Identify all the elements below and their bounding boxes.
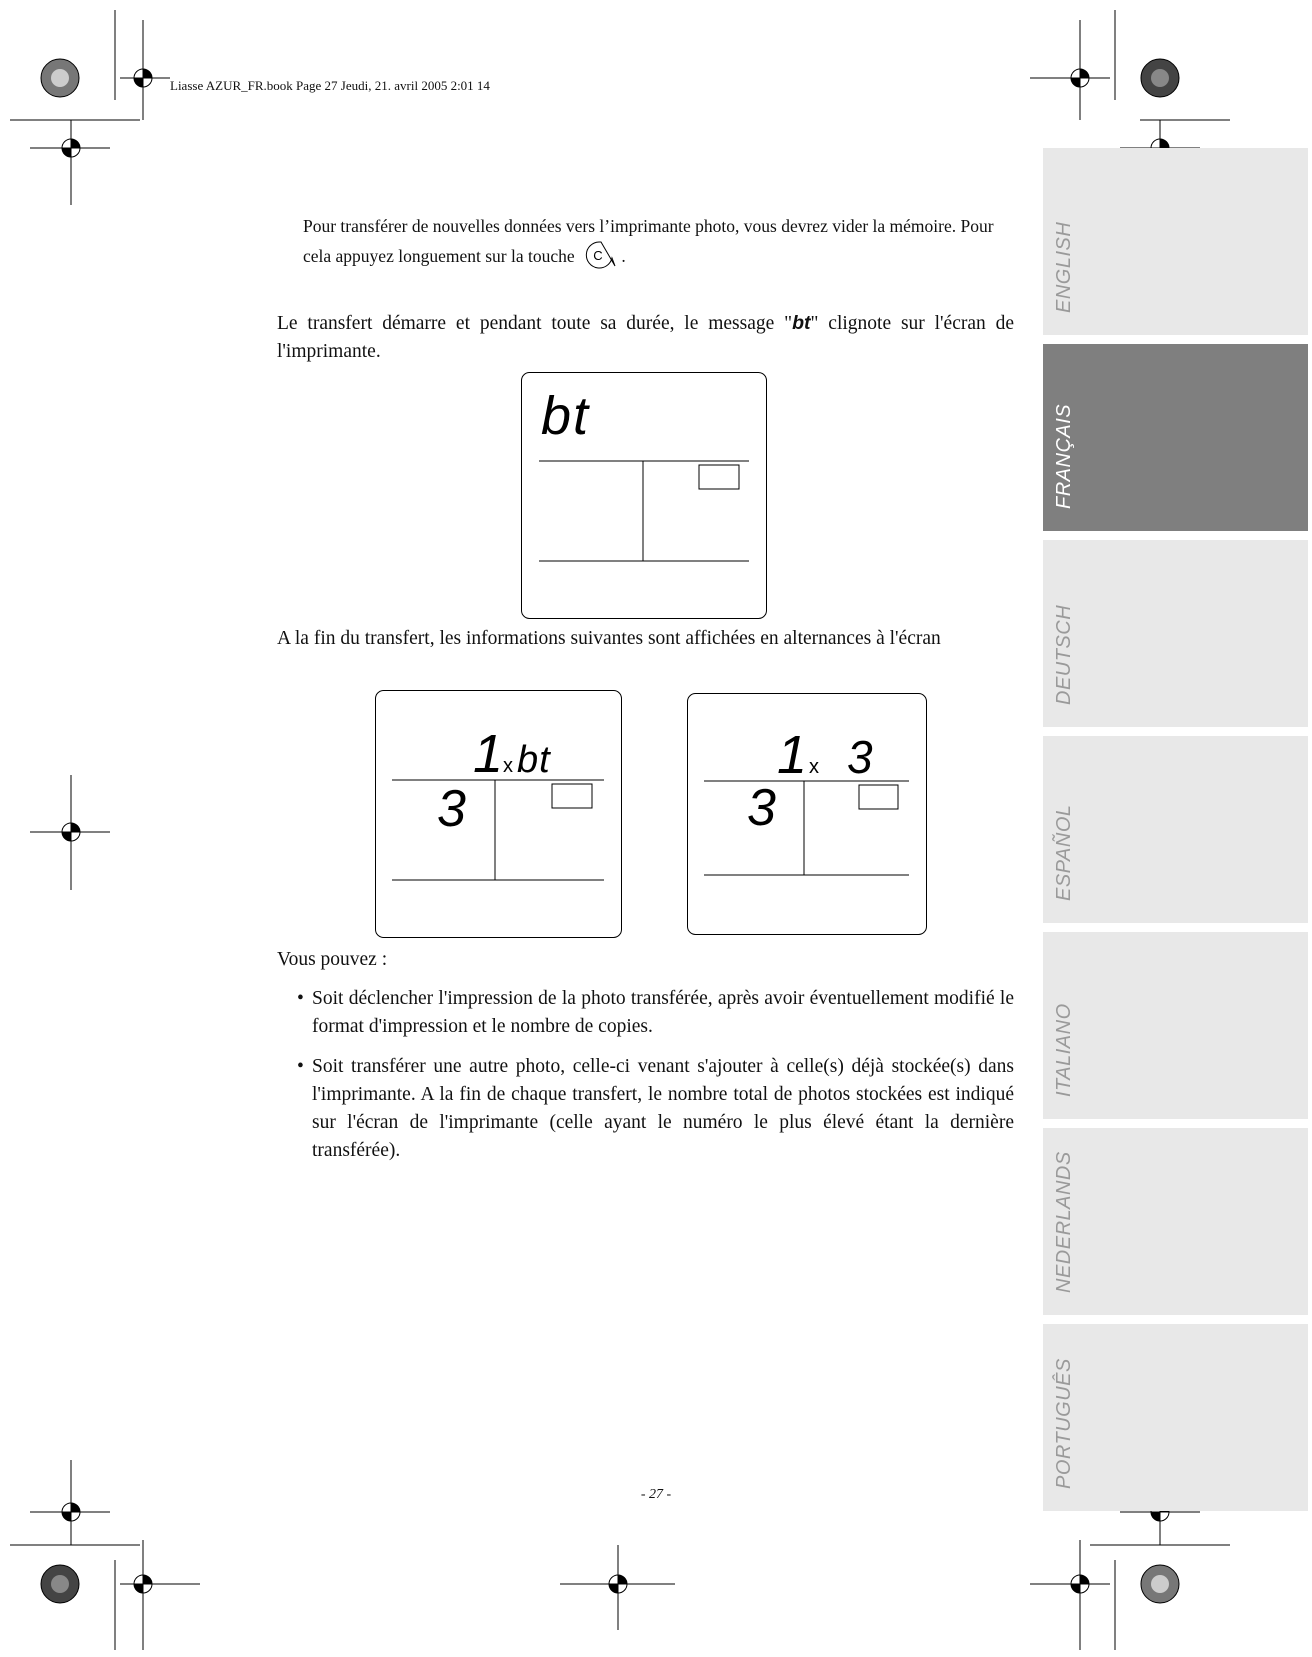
memory-note (303, 212, 1015, 270)
lcd-screen-result-a (375, 690, 622, 943)
bullet-marker: • (297, 1056, 304, 1077)
c-key-icon (583, 240, 617, 270)
page-number: - 27 - (640, 1487, 672, 1502)
tab-label: NEDERLANDS (1053, 1151, 1075, 1293)
tab-deutsch[interactable] (1043, 540, 1308, 727)
bullet-text: Soit transférer une autre photo, celle-ci venant s'ajouter à celle(s) déjà stockée(s) dans l'imprimante. A la fin de chaque transfert, le nombre total de photos stockées est indiqué sur l'écran de l'imprimante (celle ayant le numéro le plus élevé étant la dernière transférée). (312, 1056, 1014, 1161)
lcd2-top-text: bt (517, 739, 551, 781)
memory-note-text: Pour transférer de nouvelles données vers l’imprimante photo, vous devrez vider la mémoire. Pour cela appuyez longuement sur la touche (303, 216, 994, 266)
tab-italiano[interactable] (1043, 932, 1308, 1119)
lcd1-top-text: bt (541, 386, 591, 446)
tab-label: FRANÇAIS (1053, 403, 1075, 509)
tab-portugues[interactable] (1043, 1324, 1308, 1511)
memory-note-suffix: . (621, 246, 626, 266)
tab-label: ESPAÑOL (1053, 804, 1075, 901)
tab-espanol[interactable] (1043, 736, 1308, 923)
bt-message-code: bt (792, 312, 811, 334)
book-header-info: Liasse AZUR_FR.book Page 27 Jeudi, 21. avril 2005 2:01 14 (170, 78, 490, 93)
tab-nederlands[interactable] (1043, 1128, 1308, 1315)
tab-label: ITALIANO (1053, 1003, 1075, 1097)
tab-francais[interactable] (1043, 344, 1308, 531)
lcd2-prefix: 1 (473, 724, 504, 784)
bullet-marker: • (297, 988, 304, 1009)
lcd3-top-text: 3 (847, 731, 873, 783)
bullet-text: Soit déclencher l'impression de la photo transférée, après avoir éventuellement modifié le format d'impression et le nombre de copies. (312, 988, 1014, 1037)
lcd3-count: 3 (747, 779, 776, 837)
options-intro: Vous pouvez : (277, 949, 388, 970)
lcd2-x: x (503, 755, 513, 777)
options-list (297, 985, 1014, 1177)
transfer-start-paragraph (277, 309, 1014, 366)
lcd2-count: 3 (437, 780, 466, 838)
tab-label: PORTUGUÊS (1053, 1358, 1075, 1489)
p1-text-before: Le transfert démarre et pendant toute sa durée, le message " (277, 313, 793, 334)
c-key-label: C (593, 248, 603, 263)
tab-label: ENGLISH (1053, 221, 1075, 313)
tab-english[interactable] (1043, 148, 1308, 335)
lcd-screen-result-b (687, 693, 927, 940)
lcd-screen-transfer (521, 372, 767, 624)
list-item (297, 985, 1014, 1041)
lcd3-prefix: 1 (777, 725, 808, 785)
lcd3-x: x (809, 756, 819, 778)
p1-text-after: " clignote sur l'écran de l'imprimante. (277, 313, 1014, 362)
tab-label: DEUTSCH (1053, 604, 1075, 705)
transfer-end-paragraph: A la fin du transfert, les informations suivantes sont affichées en alternances à l'écran (277, 628, 941, 649)
list-item (297, 1053, 1014, 1165)
